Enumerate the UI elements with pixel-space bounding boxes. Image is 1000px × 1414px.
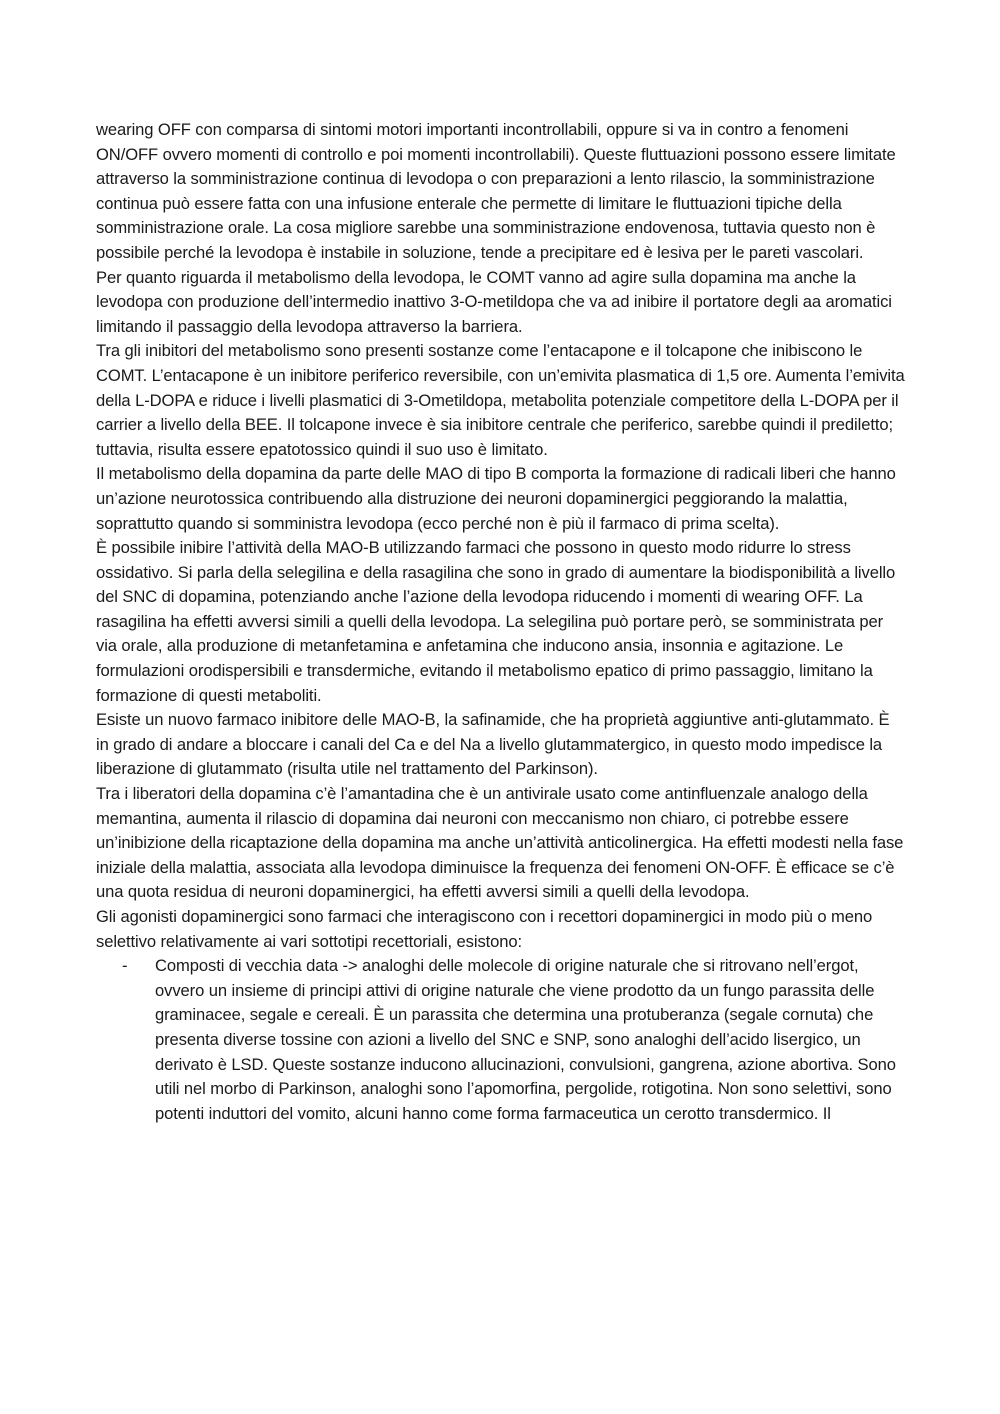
paragraph-mao-b-metabolism: Il metabolismo della dopamina da parte delle MAO di tipo B comporta la formazione di radicali liberi che hanno un’azione neurotossica contribuendo alla distruzione dei neuroni dopaminergici peggiorando la malattia, soprattutto quando si somministra levodopa (ecco perché non è più il farmaco di prima scelta). [96,464,896,533]
paragraph-comt-inhibitors: Tra gli inibitori del metabolismo sono presenti sostanze come l’entacapone e il tolcapone che inibiscono le COMT. L’entacapone è un inibitore periferico reversibile, con un’emivita plasmatica di 1,5 ore. Aumenta l’emivita della L-DOPA e riduce i livelli plasmatici di 3-Ometildopa, metabolita potenziale competitore della L-DOPA per il carrier a livello della BEE. Il tolcapone invece è sia inibitore centrale che periferico, sarebbe quindi il prediletto; tuttavia, risulta essere epatotossico quindi il suo uso è limitato. [96,341,905,459]
paragraph-dopamine-agonists: Gli agonisti dopaminergici sono farmaci che interagiscono con i recettori dopaminergici in modo più o meno selettivo relativamente ai vari sottotipi recettoriali, esistono: [96,907,873,951]
list-item [96,954,906,1126]
paragraph-comt-metabolism: Per quanto riguarda il metabolismo della levodopa, le COMT vanno ad agire sulla dopamina ma anche la levodopa con produzione dell’intermedio inattivo 3-O-metildopa che va ad inibire il portatore degli aa aromatici limitando il passaggio della levodopa attraverso la barriera. [96,267,892,336]
paragraph-safinamide: Esiste un nuovo farmaco inibitore delle MAO-B, la safinamide, che ha proprietà aggiuntive anti-glutammato. È in grado di andare a bloccare i canali del Ca e del Na a livello glutammatergico, in questo modo impedisce la liberazione di glutammato (risulta utile nel trattamento del Parkinson). [96,710,890,779]
paragraph-fluctuations: wearing OFF con comparsa di sintomi motori importanti incontrollabili, oppure si va in contro a fenomeni ON/OFF ovvero momenti di controllo e poi momenti incontrollabili). Queste fluttuazioni possono essere limitate attraverso la somministrazione continua di levodopa o con preparazioni a lento rilascio, la somministrazione continua può essere fatta con una infusione enterale che permette di limitare le fluttuazioni tipiche della somministrazione orale. La cosa migliore sarebbe una somministrazione endovenosa, tuttavia questo non è possibile perché la levodopa è instabile in soluzione, tende a precipitare ed è lesiva per le pareti vascolari. [96,120,896,262]
bullet-marker: - [122,956,128,976]
bullet-list [96,954,906,1126]
list-item-text: Composti di vecchia data -> analoghi delle molecole di origine naturale che si ritrovano nell’ergot, ovvero un insieme di principi attivi di origine naturale che viene prodotto da un fungo parassita delle graminacee, segale e cereali. È un parassita che determina una protuberanza (segale cornuta) che presenta diverse tossine con azioni a livello del SNC e SNP, sono analoghi dell’acido lisergico, un derivato è LSD. Queste sostanze inducono allucinazioni, convulsioni, gangrena, azione abortiva. Sono utili nel morbo di Parkinson, analoghi sono l’apomorfina, pergolide, rotigotina. Non sono selettivi, sono potenti induttori del vomito, alcuni hanno come forma farmaceutica un cerotto transdermico. Il [155,956,896,1123]
paragraph-mao-b-inhibitors: È possibile inibire l’attività della MAO-B utilizzando farmaci che possono in questo modo ridurre lo stress ossidativo. Si parla della selegilina e della rasagilina che sono in grado di aumentare la biodisponibilità a livello del SNC di dopamina, potenziando anche l’azione della levodopa riducendo i momenti di wearing OFF. La rasagilina ha effetti avversi simili a quelli della levodopa. La selegilina può portare però, se somministrata per via orale, alla produzione di metanfetamina e anfetamina che inducono ansia, insonnia e agitazione. Le formulazioni orodispersibili e transdermiche, evitando il metabolismo epatico di primo passaggio, limitano la formazione di questi metaboliti. [96,538,896,705]
paragraph-amantadine: Tra i liberatori della dopamina c’è l’amantadina che è un antivirale usato come antinfluenzale analogo della memantina, aumenta il rilascio di dopamina dai neuroni con meccanismo non chiaro, ci potrebbe essere un’inibizione della ricaptazione della dopamina ma anche un’attività anticolinergica. Ha effetti modesti nella fase iniziale della malattia, associata alla levodopa diminuisce la frequenza dei fenomeni ON-OFF. È efficace se c’è una quota residua di neuroni dopaminergici, ha effetti avversi simili a quelli della levodopa. [96,784,904,902]
document-page [96,118,906,1126]
